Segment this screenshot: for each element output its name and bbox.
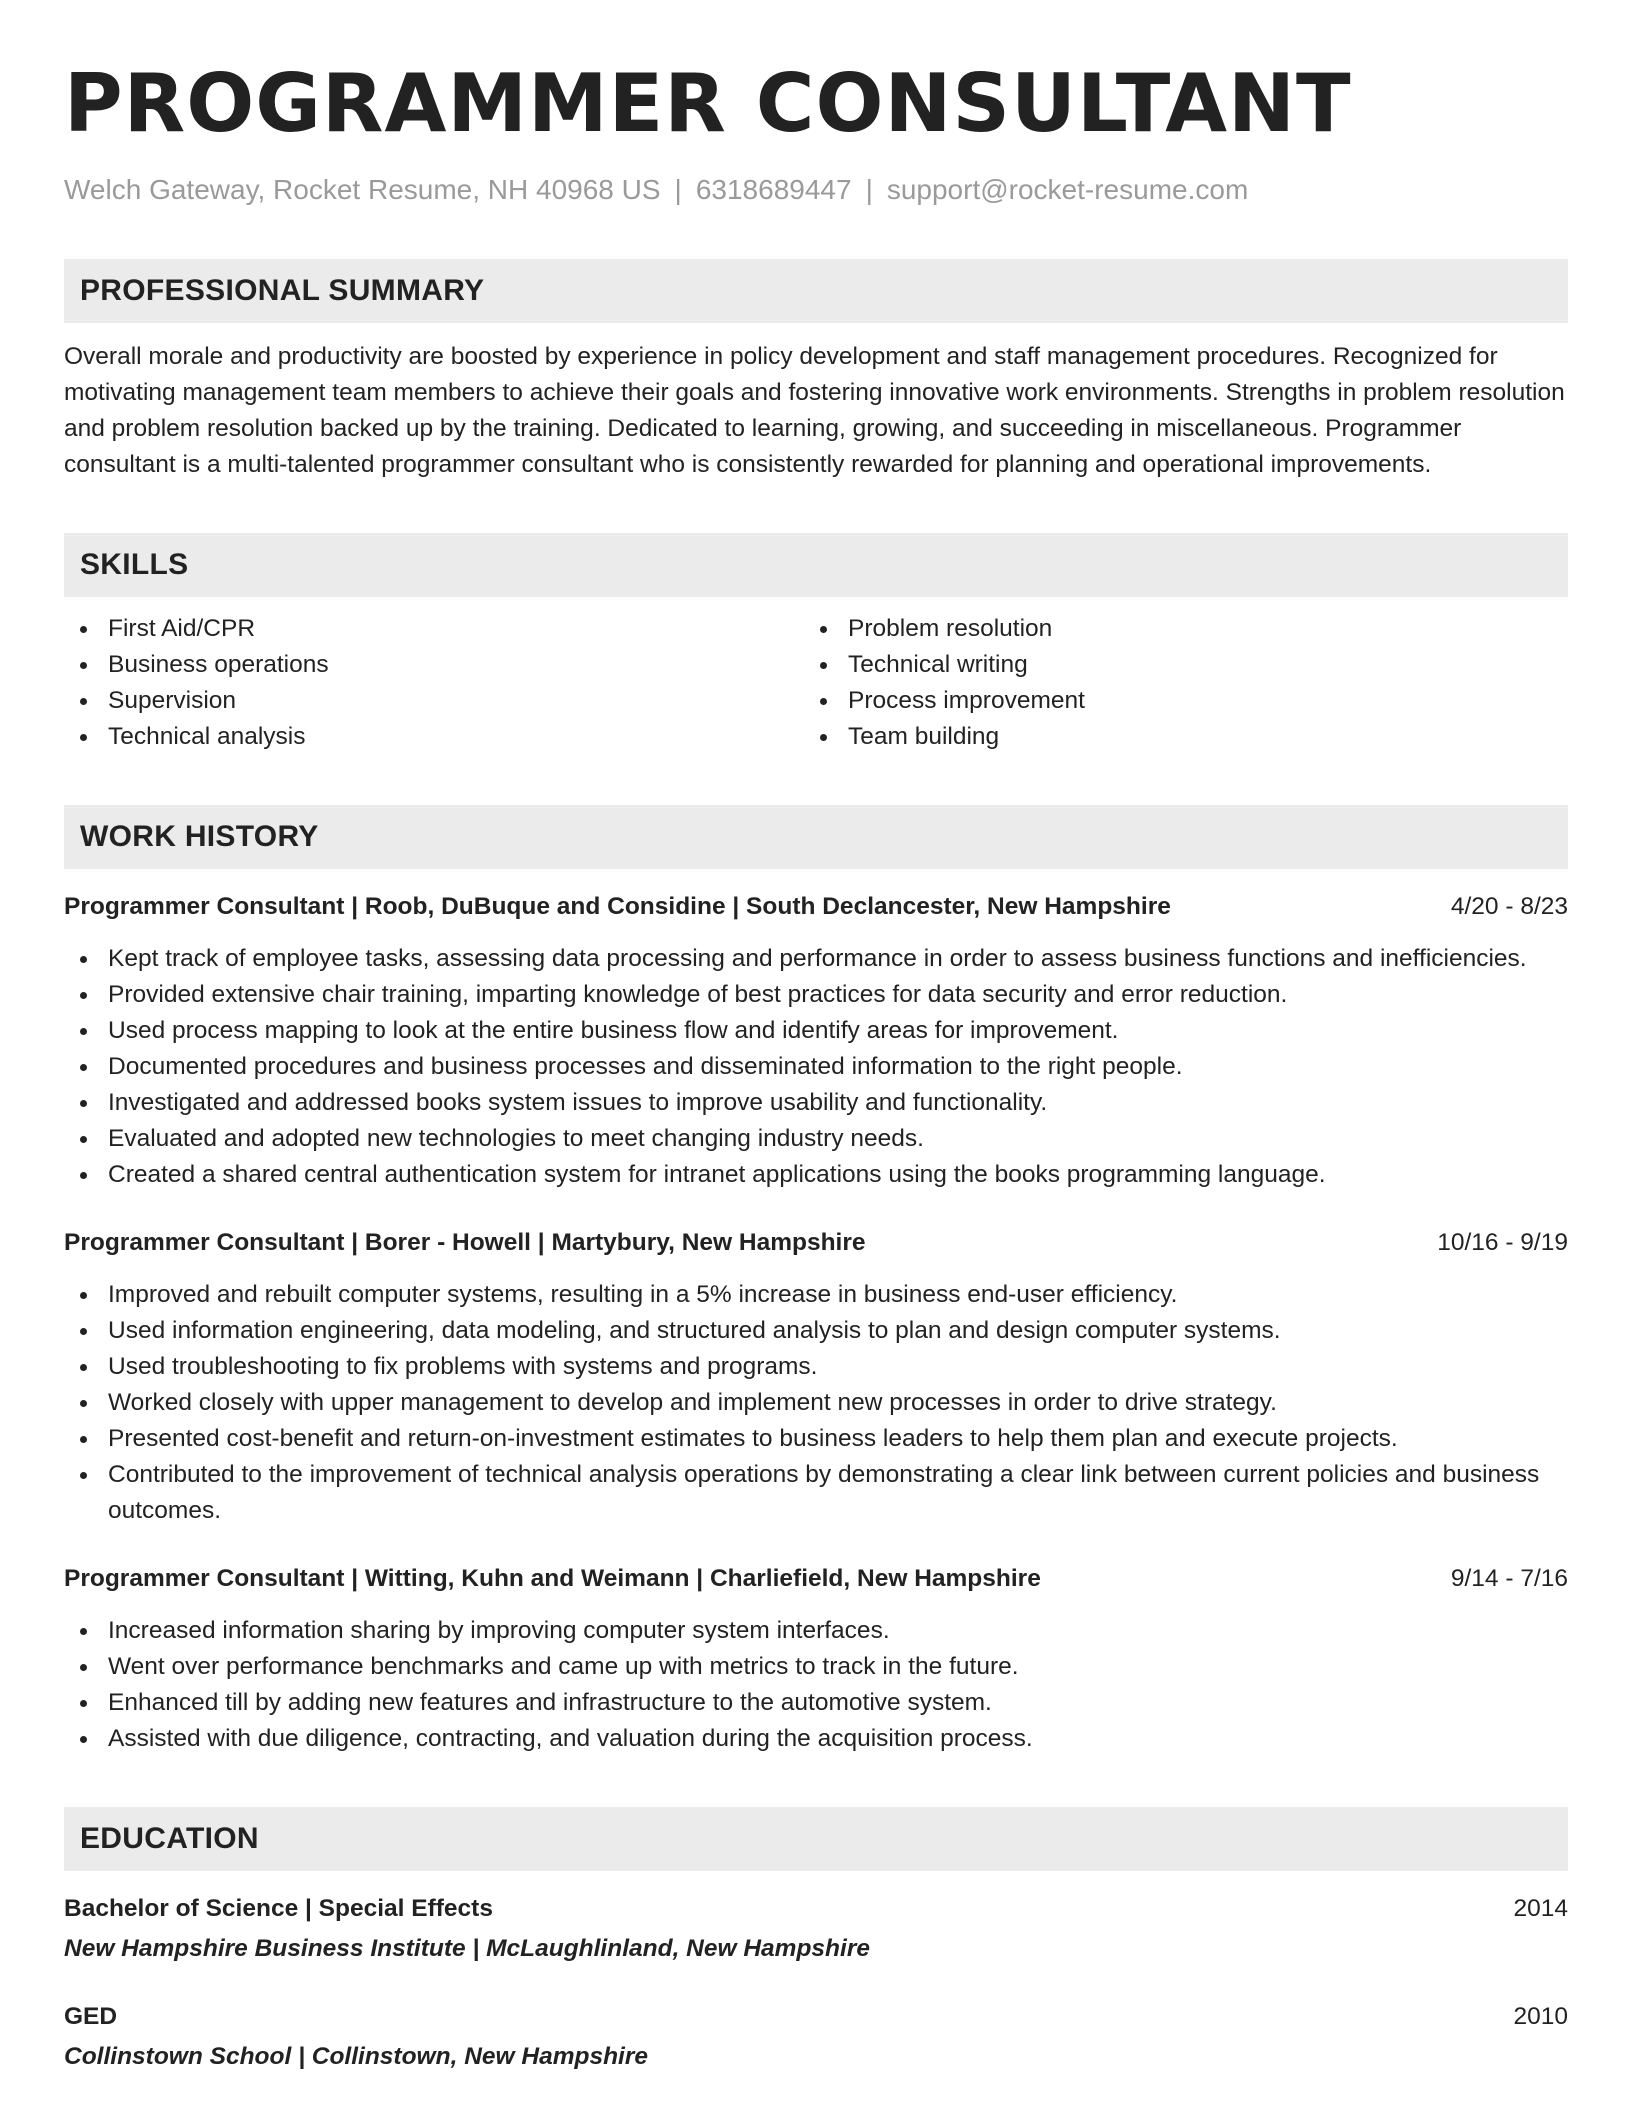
contact-separator: |	[865, 174, 873, 205]
summary-text: Overall morale and productivity are boosted by experience in policy development and staff management procedures. Recognized for motivating management team members to achieve their goals and fostering innovative work environments. Strengths in problem resolution and problem resolution backed up by the training. Dedicated to learning, growing, and succeeding in miscellaneous. Programmer consultant is a multi-talented programmer consultant who is consistently rewarded for planning and operational improvements.	[64, 343, 1565, 478]
job-bullet: Evaluated and adopted new technologies to meet changing industry needs.	[64, 1121, 1568, 1157]
job-header	[64, 1225, 1568, 1261]
job-entry	[64, 1561, 1568, 1757]
skill-item: First Aid/CPR	[64, 611, 804, 647]
job-header	[64, 889, 1568, 925]
contact-phone: 6318689447	[695, 174, 852, 205]
education-year: 2010	[1513, 2003, 1568, 2030]
skill-item: Process improvement	[804, 683, 1544, 719]
job-bullet: Worked closely with upper management to develop and implement new processes in order to drive strategy.	[64, 1385, 1568, 1421]
job-bullets	[64, 1613, 1568, 1757]
job-bullet: Enhanced till by adding new features and infrastructure to the automotive system.	[64, 1685, 1568, 1721]
education-school: Collinstown School | Collinstown, New Hampshire	[64, 2043, 649, 2070]
section-heading-skills: SKILLS	[64, 533, 1568, 597]
job-bullet: Increased information sharing by improving computer system interfaces.	[64, 1613, 1568, 1649]
job-bullet: Created a shared central authentication system for intranet applications using the books programming language.	[64, 1157, 1568, 1193]
job-bullet: Used troubleshooting to fix problems with systems and programs.	[64, 1349, 1568, 1385]
skills-column-right	[804, 611, 1544, 755]
skill-item: Business operations	[64, 647, 804, 683]
job-bullet: Documented procedures and business processes and disseminated information to the right people.	[64, 1049, 1568, 1085]
skill-item: Team building	[804, 719, 1544, 755]
job-title: Programmer Consultant | Roob, DuBuque and Considine | South Declancester, New Hampshire	[64, 893, 1171, 920]
job-entry	[64, 889, 1568, 1193]
contact-address: Welch Gateway, Rocket Resume, NH 40968 US	[64, 174, 661, 205]
skill-item: Technical analysis	[64, 719, 804, 755]
education-degree: GED	[64, 2003, 118, 2030]
job-bullet: Provided extensive chair training, imparting knowledge of best practices for data security and error reduction.	[64, 977, 1568, 1013]
job-bullet: Improved and rebuilt computer systems, resulting in a 5% increase in business end-user efficiency.	[64, 1277, 1568, 1313]
skill-item: Supervision	[64, 683, 804, 719]
job-bullet: Presented cost-benefit and return-on-investment estimates to business leaders to help them plan and execute projects.	[64, 1421, 1568, 1457]
skills-list	[64, 611, 1568, 755]
section-heading-work-history: WORK HISTORY	[64, 805, 1568, 869]
education-year: 2014	[1513, 1895, 1568, 1922]
education-entry	[64, 1891, 1568, 1967]
education-school: New Hampshire Business Institute | McLaughlinland, New Hampshire	[64, 1935, 870, 1962]
job-entry	[64, 1225, 1568, 1529]
skill-item: Technical writing	[804, 647, 1544, 683]
job-bullet: Investigated and addressed books system issues to improve usability and functionality.	[64, 1085, 1568, 1121]
job-bullet: Went over performance benchmarks and came up with metrics to track in the future.	[64, 1649, 1568, 1685]
job-title: Programmer Consultant | Borer - Howell | Martybury, New Hampshire	[64, 1229, 866, 1256]
skill-item: Problem resolution	[804, 611, 1544, 647]
job-dates: 10/16 - 9/19	[1437, 1229, 1568, 1256]
job-bullets	[64, 941, 1568, 1193]
job-header	[64, 1561, 1568, 1597]
section-heading-education: EDUCATION	[64, 1807, 1568, 1871]
job-bullet: Kept track of employee tasks, assessing data processing and performance in order to assess business functions and inefficiencies.	[64, 941, 1568, 977]
job-dates: 4/20 - 8/23	[1450, 893, 1568, 920]
job-title: Programmer Consultant | Witting, Kuhn and Weimann | Charliefield, New Hampshire	[64, 1565, 1041, 1592]
job-bullet: Assisted with due diligence, contracting, and valuation during the acquisition process.	[64, 1721, 1568, 1757]
job-bullet: Used information engineering, data modeling, and structured analysis to plan and design computer systems.	[64, 1313, 1568, 1349]
education-header	[64, 1891, 1568, 1927]
skills-column-left	[64, 611, 804, 755]
job-bullet: Contributed to the improvement of technical analysis operations by demonstrating a clear link between current policies and business outcomes.	[64, 1457, 1568, 1529]
contact-email: support@rocket-resume.com	[886, 174, 1249, 205]
education-header	[64, 1999, 1568, 2035]
contact-separator: |	[674, 174, 682, 205]
education-degree: Bachelor of Science | Special Effects	[64, 1895, 493, 1922]
job-bullet: Used process mapping to look at the entire business flow and identify areas for improvement.	[64, 1013, 1568, 1049]
section-heading-summary: PROFESSIONAL SUMMARY	[64, 259, 1568, 323]
contact-line	[64, 172, 1568, 208]
education-entry	[64, 1999, 1568, 2075]
job-bullets	[64, 1277, 1568, 1529]
candidate-name: PROGRAMMER CONSULTANT	[64, 57, 1352, 150]
job-dates: 9/14 - 7/16	[1450, 1565, 1568, 1592]
